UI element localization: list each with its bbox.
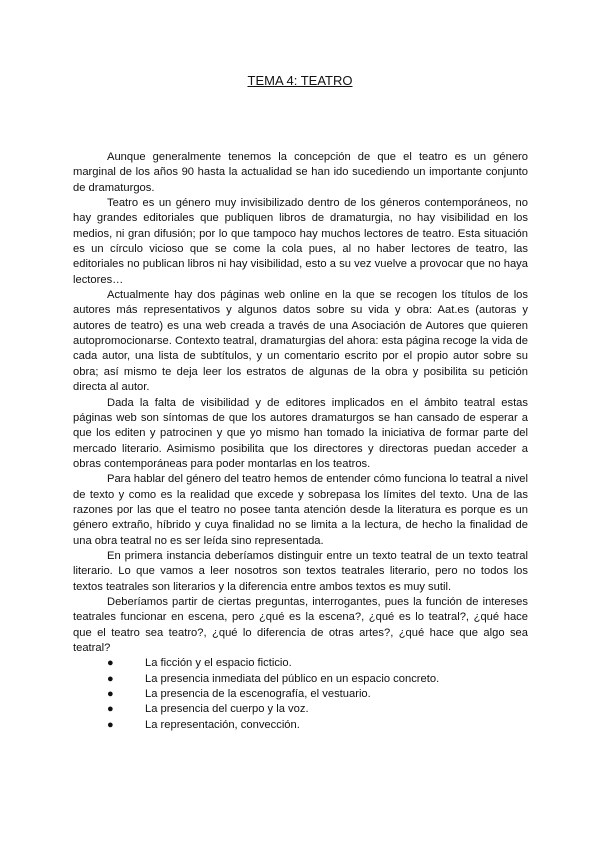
page-title: TEMA 4: TEATRO (247, 73, 353, 88)
paragraph: Aunque generalmente tenemos la concepción de que el teatro es un género marginal de los años 90 hasta la actualidad se han ido sucediendo un importante conjunto de dramaturgos. (73, 151, 528, 194)
bullet-list (73, 656, 528, 733)
list-item-text: La presencia de la escenografía, el vestuario. (145, 688, 371, 701)
bullet-icon: ● (107, 703, 114, 716)
list-item (73, 718, 528, 733)
list-item-text: La presencia inmediata del público en un espacio concreto. (145, 672, 440, 685)
list-item (73, 672, 528, 687)
bullet-icon: ● (107, 672, 114, 685)
paragraph: Teatro es un género muy invisibilizado dentro de los géneros contemporáneos, no hay grandes editoriales que publiquen libros de dramaturgia, no hay visibilidad en los medios, ni gran difusión; por lo que tampoco hay muchos lectores de teatro. Esta situación es un círculo vicioso que se come la cola pues, al no haber lectores de teatro, las editoriales no publican libros ni hay visibilidad, esto a su vez vuelve a provocar que no haya lectores… (73, 197, 528, 286)
paragraph: Dada la falta de visibilidad y de editores implicados en el ámbito teatral estas páginas web son síntomas de que los autores dramaturgos se han cansado de esperar a que los editen y patrocinen y que yo mismo han tomado la iniciativa de formar parte del mercado literario. Asimismo posibilita que los directores y directoras puedan acceder a obras contemporáneas para poder montarlas en los teatros. (73, 396, 528, 470)
bullet-icon: ● (107, 688, 114, 701)
bullet-icon: ● (107, 657, 114, 670)
list-item (73, 687, 528, 702)
list-item-text: La representación, convección. (145, 718, 300, 731)
list-item (73, 702, 528, 717)
paragraph: Actualmente hay dos páginas web online en la que se recogen los títulos de los autores más representativos y algunos datos sobre su vida y obra: Aat.es (autoras y autores de teatro) es una web creada a través de una Asociación de Autores que quieren autopromocionarse. Contexto teatral, dramaturgias del ahora: esta página recoge la vida de cada autor, una lista de subtítulos, y un comentario escrito por el propio autor sobre su obra; así mismo te deja leer los estratos de algunas de la obra y posibilita su petición directa al autor. (73, 289, 528, 394)
list-item (73, 656, 528, 671)
paragraph: Deberíamos partir de ciertas preguntas, interrogantes, pues la función de intereses teatrales funcionar en escena, pero ¿qué es la escena?, ¿qué es lo teatral?, ¿qué hace que el teatro sea teatro?, ¿qué lo diferencia de otras artes?, ¿qué hace que algo sea teatral? (73, 595, 528, 654)
document-body (73, 150, 528, 733)
bullet-icon: ● (107, 718, 114, 731)
list-item-text: La ficción y el espacio ficticio. (145, 657, 292, 670)
list-item-text: La presencia del cuerpo y la voz. (145, 703, 309, 716)
paragraph: En primera instancia deberíamos distinguir entre un texto teatral de un texto teatral literario. Lo que vamos a leer nosotros son textos teatrales literario, pero no todos los textos teatrales son literarios y la diferencia entre ambos textos es muy sutil. (73, 549, 528, 593)
paragraph: Para hablar del género del teatro hemos de entender cómo funciona lo teatral a nivel de texto y como es la realidad que excede y sobrepasa los límites del texto. Una de las razones por las que el teatro no posee tanta atención desde la literatura es porque es un género extraño, híbrido y cuya finalidad no se limita a la lectura, de hecho la finalidad de una obra teatral no es ser leída sino representada. (73, 473, 528, 547)
